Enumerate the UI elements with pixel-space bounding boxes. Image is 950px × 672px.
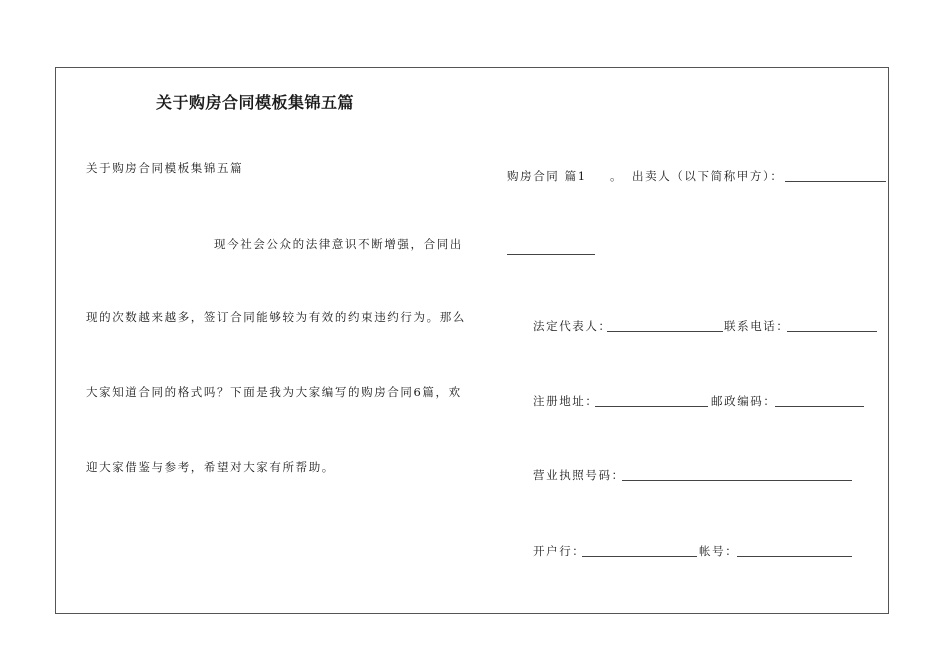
legal-rep-blank (607, 331, 723, 332)
document-title: 关于购房合同模板集锦五篇 (156, 93, 355, 112)
address-label: 注册地址： (533, 394, 599, 408)
account-blank (737, 556, 852, 557)
address-blank (595, 406, 708, 407)
bank-label: 开户行： (533, 544, 586, 558)
legal-rep-label: 法定代表人： (533, 319, 612, 333)
paragraph-line-1: 现今社会公众的法律意识不断增强，合同出 (214, 237, 463, 251)
account-label: 帐号： (699, 544, 739, 558)
heading-dot: 。 (610, 169, 624, 183)
paragraph-line-4: 迎大家借鉴与参考，希望对大家有所帮助。 (86, 460, 335, 474)
seller-blank (785, 181, 886, 182)
page-frame (55, 67, 889, 614)
seller-blank-continued (507, 254, 595, 255)
license-label: 营业执照号码： (533, 468, 625, 482)
contract-heading: 购房合同 篇1 (507, 169, 587, 183)
paragraph-line-3: 大家知道合同的格式吗？下面是我为大家编写的购房合同6篇，欢 (86, 385, 462, 399)
bank-blank (582, 556, 697, 557)
license-blank (622, 480, 852, 481)
postcode-label: 邮政编码： (711, 394, 777, 408)
phone-label: 联系电话： (724, 319, 790, 333)
subtitle: 关于购房合同模板集锦五篇 (86, 161, 244, 175)
paragraph-line-2: 现的次数越来越多，签订合同能够较为有效的约束违约行为。那么 (86, 310, 466, 324)
postcode-blank (775, 406, 864, 407)
seller-label: 出卖人（以下简称甲方）： (632, 169, 784, 183)
phone-blank (787, 331, 877, 332)
